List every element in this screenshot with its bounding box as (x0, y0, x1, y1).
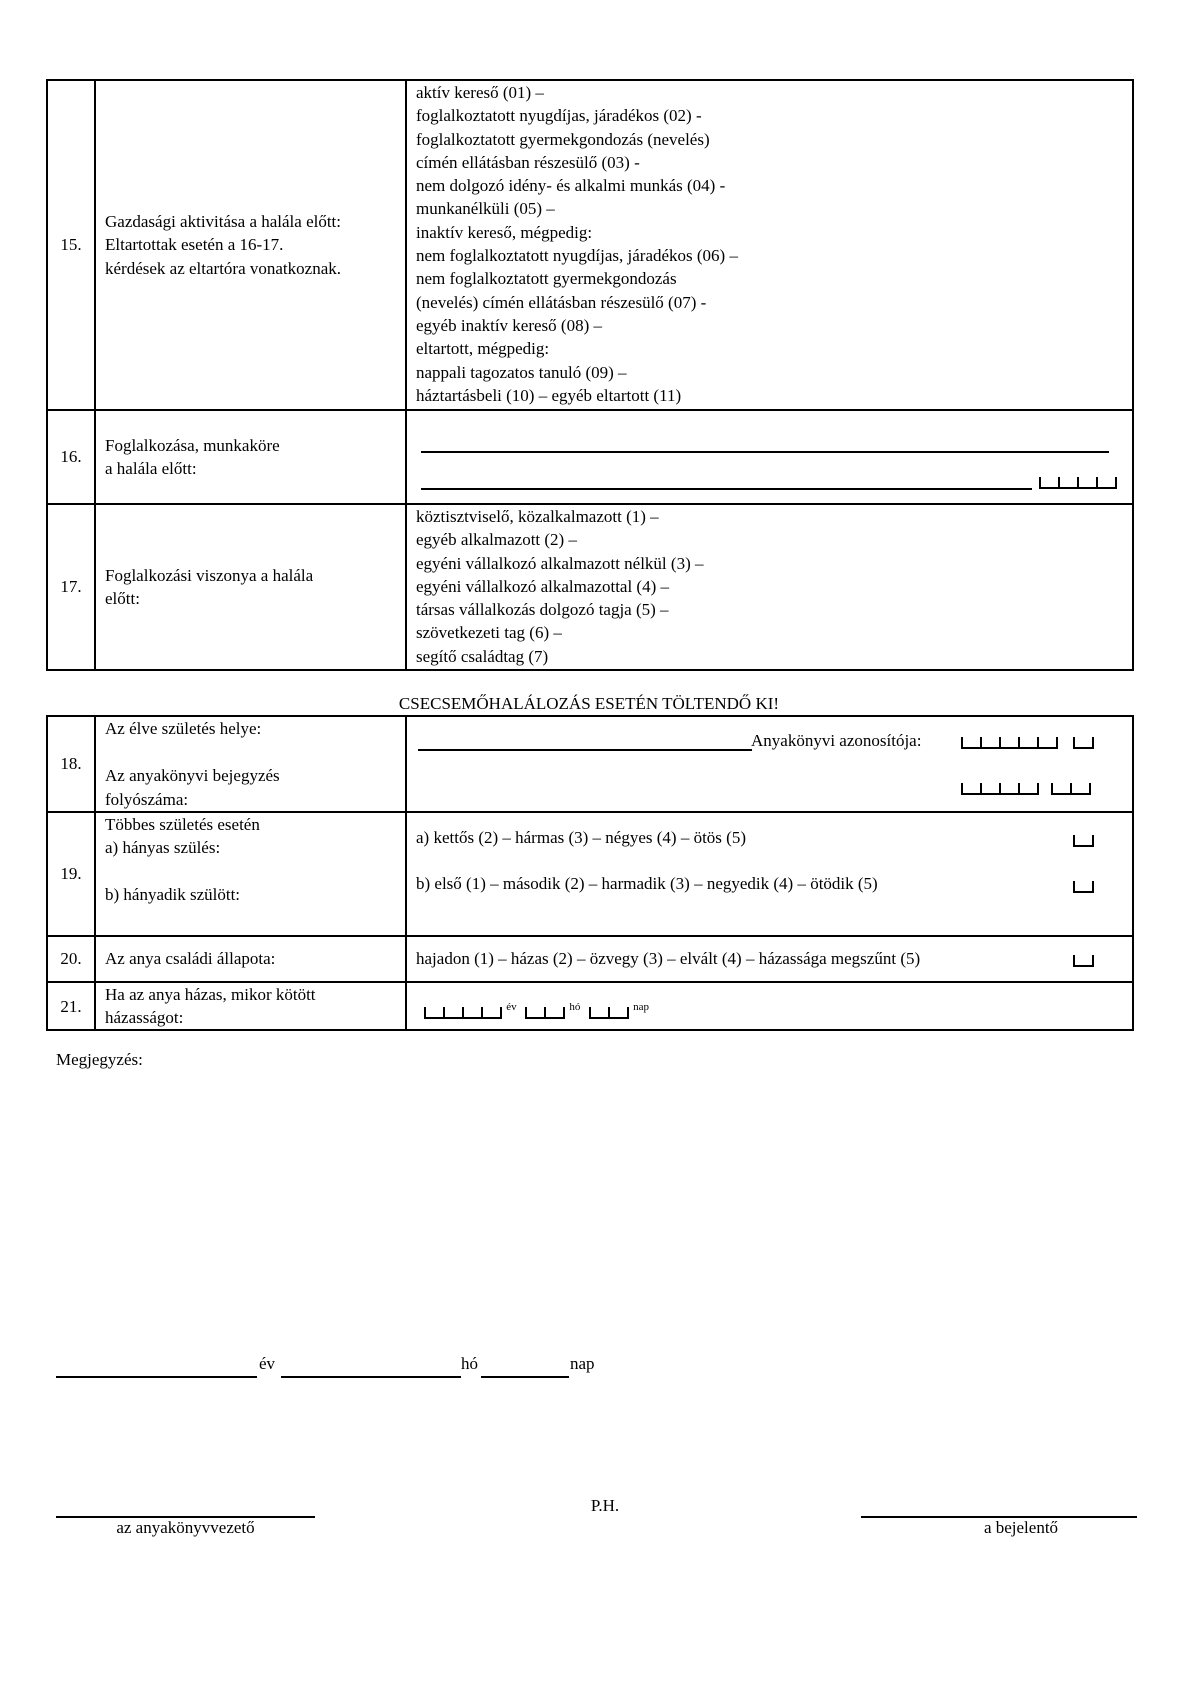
row-16 (47, 410, 1133, 504)
date-month-line[interactable] (281, 1376, 461, 1378)
option-line: foglalkoztatott gyermekgondozás (nevelés) (416, 129, 710, 149)
marriage-month-boxes[interactable] (525, 1007, 565, 1019)
row-18-answer (406, 716, 1133, 812)
option-line: eltartott, mégpedig: (416, 339, 550, 359)
row-19-number: 19. (47, 812, 95, 936)
multiple-birth-options: a) kettős (2) – hármas (3) – négyes (4) – ötös (5) (416, 827, 746, 847)
option-line: címén ellátásban részesülő (03) - (416, 152, 640, 172)
row-18-number: 18. (47, 716, 95, 812)
option-line: nappali tagozatos tanuló (09) – (416, 362, 627, 382)
row-19 (47, 812, 1133, 936)
date-year-label: év (259, 1354, 276, 1373)
row-20-answer (406, 936, 1133, 982)
year-unit: év (506, 1001, 517, 1014)
row-16-question: Foglalkozása, munkaköre a halála előtt: (95, 410, 406, 504)
marital-status-box[interactable] (1073, 955, 1094, 967)
occupation-code-boxes[interactable] (1039, 477, 1117, 489)
reporter-label: a bejelentő (983, 1518, 1059, 1537)
marriage-day-boxes[interactable] (589, 1007, 629, 1019)
row-20 (47, 936, 1133, 982)
option-line: nem foglalkoztatott gyermekgondozás (416, 269, 677, 289)
birth-order-options: b) első (1) – második (2) – harmadik (3) – negyedik (4) – ötödik (5) (416, 873, 878, 893)
row-15 (47, 80, 1133, 410)
multiple-birth-box[interactable] (1073, 835, 1094, 847)
row-17-question: Foglalkozási viszonya a halála előtt: (95, 504, 406, 670)
entry-number-boxes[interactable] (961, 783, 1039, 795)
row-21 (47, 982, 1133, 1031)
registry-id-label: Anyakönyvi azonosítója: (751, 731, 922, 750)
row-16-number: 16. (47, 410, 95, 504)
birth-order-box[interactable] (1073, 881, 1094, 893)
row-17-options (406, 504, 1133, 670)
lower-form-table (46, 715, 1134, 1031)
entry-year-boxes[interactable] (1051, 783, 1091, 795)
date-day-label: nap (570, 1354, 595, 1373)
date-month-label: hó (461, 1354, 478, 1373)
row-19-question: Többes születés esetén a) hányas szülés: b) hányadik szülött: (95, 812, 406, 936)
upper-form-table (46, 79, 1134, 671)
row-17-number: 17. (47, 504, 95, 670)
option-line: munkanélküli (05) – (416, 199, 555, 219)
marriage-date (416, 995, 649, 1014)
option-line: segítő családtag (7) (416, 646, 549, 666)
row-21-question: Ha az anya házas, mikor kötött házasságot: (95, 982, 406, 1031)
option-line: foglalkoztatott nyugdíjas, járadékos (02) - (416, 106, 702, 126)
row-15-question: Gazdasági aktivitása a halála előtt: Eltartottak esetén a 16-17. kérdések az eltartóra vonatkoznak. (95, 80, 406, 410)
row-20-number: 20. (47, 936, 95, 982)
marriage-year-boxes[interactable] (424, 1007, 502, 1019)
option-line: egyéb inaktív kereső (08) – (416, 315, 602, 335)
row-17 (47, 504, 1133, 670)
row-15-options (406, 80, 1133, 410)
option-line: (nevelés) címén ellátásban részesülő (07) - (416, 292, 707, 312)
option-line: egyéb alkalmazott (2) – (416, 530, 577, 550)
row-19-answer (406, 812, 1133, 936)
row-15-number: 15. (47, 80, 95, 410)
date-year-line[interactable] (56, 1376, 257, 1378)
option-line: egyéni vállalkozó alkalmazott nélkül (3) – (416, 553, 704, 573)
row-18-question: Az élve születés helye: Az anyakönyvi bejegyzés folyószáma: (95, 716, 406, 812)
option-line: egyéni vállalkozó alkalmazottal (4) – (416, 576, 670, 596)
remark-label: Megjegyzés: (56, 1050, 143, 1069)
registry-id-check-box[interactable] (1073, 737, 1094, 749)
option-line: nem foglalkoztatott nyugdíjas, járadékos (06) – (416, 246, 738, 266)
registry-id-boxes[interactable] (961, 737, 1058, 749)
option-line: társas vállalkozás dolgozó tagja (5) – (416, 600, 669, 620)
stamp-label: P.H. (590, 1496, 620, 1515)
row-18 (47, 716, 1133, 812)
section-title: CSECSEMŐHALÁLOZÁS ESETÉN TÖLTENDŐ KI! (398, 694, 780, 713)
option-line: háztartásbeli (10) – egyéb eltartott (11) (416, 385, 682, 405)
option-line: inaktív kereső, mégpedig: (416, 222, 593, 242)
registrar-label: az anyakönyvvezető (116, 1518, 255, 1537)
row-16-answer (406, 410, 1133, 504)
option-line: szövetkezeti tag (6) – (416, 623, 562, 643)
row-20-question: Az anya családi állapota: (95, 936, 406, 982)
day-unit: nap (633, 1001, 650, 1014)
row-21-number: 21. (47, 982, 95, 1031)
row-21-answer (406, 982, 1133, 1031)
marital-status-options: hajadon (1) – házas (2) – özvegy (3) – elvált (4) – házassága megszűnt (5) (416, 949, 921, 969)
occupation-line-1[interactable] (421, 451, 1109, 453)
occupation-line-2[interactable] (421, 488, 1032, 490)
month-unit: hó (569, 1001, 581, 1014)
option-line: aktív kereső (01) – (416, 83, 544, 102)
option-line: köztisztviselő, közalkalmazott (1) – (416, 507, 659, 526)
birthplace-line[interactable] (418, 749, 752, 751)
option-line: nem dolgozó idény- és alkalmi munkás (04) - (416, 176, 726, 196)
date-day-line[interactable] (481, 1376, 569, 1378)
